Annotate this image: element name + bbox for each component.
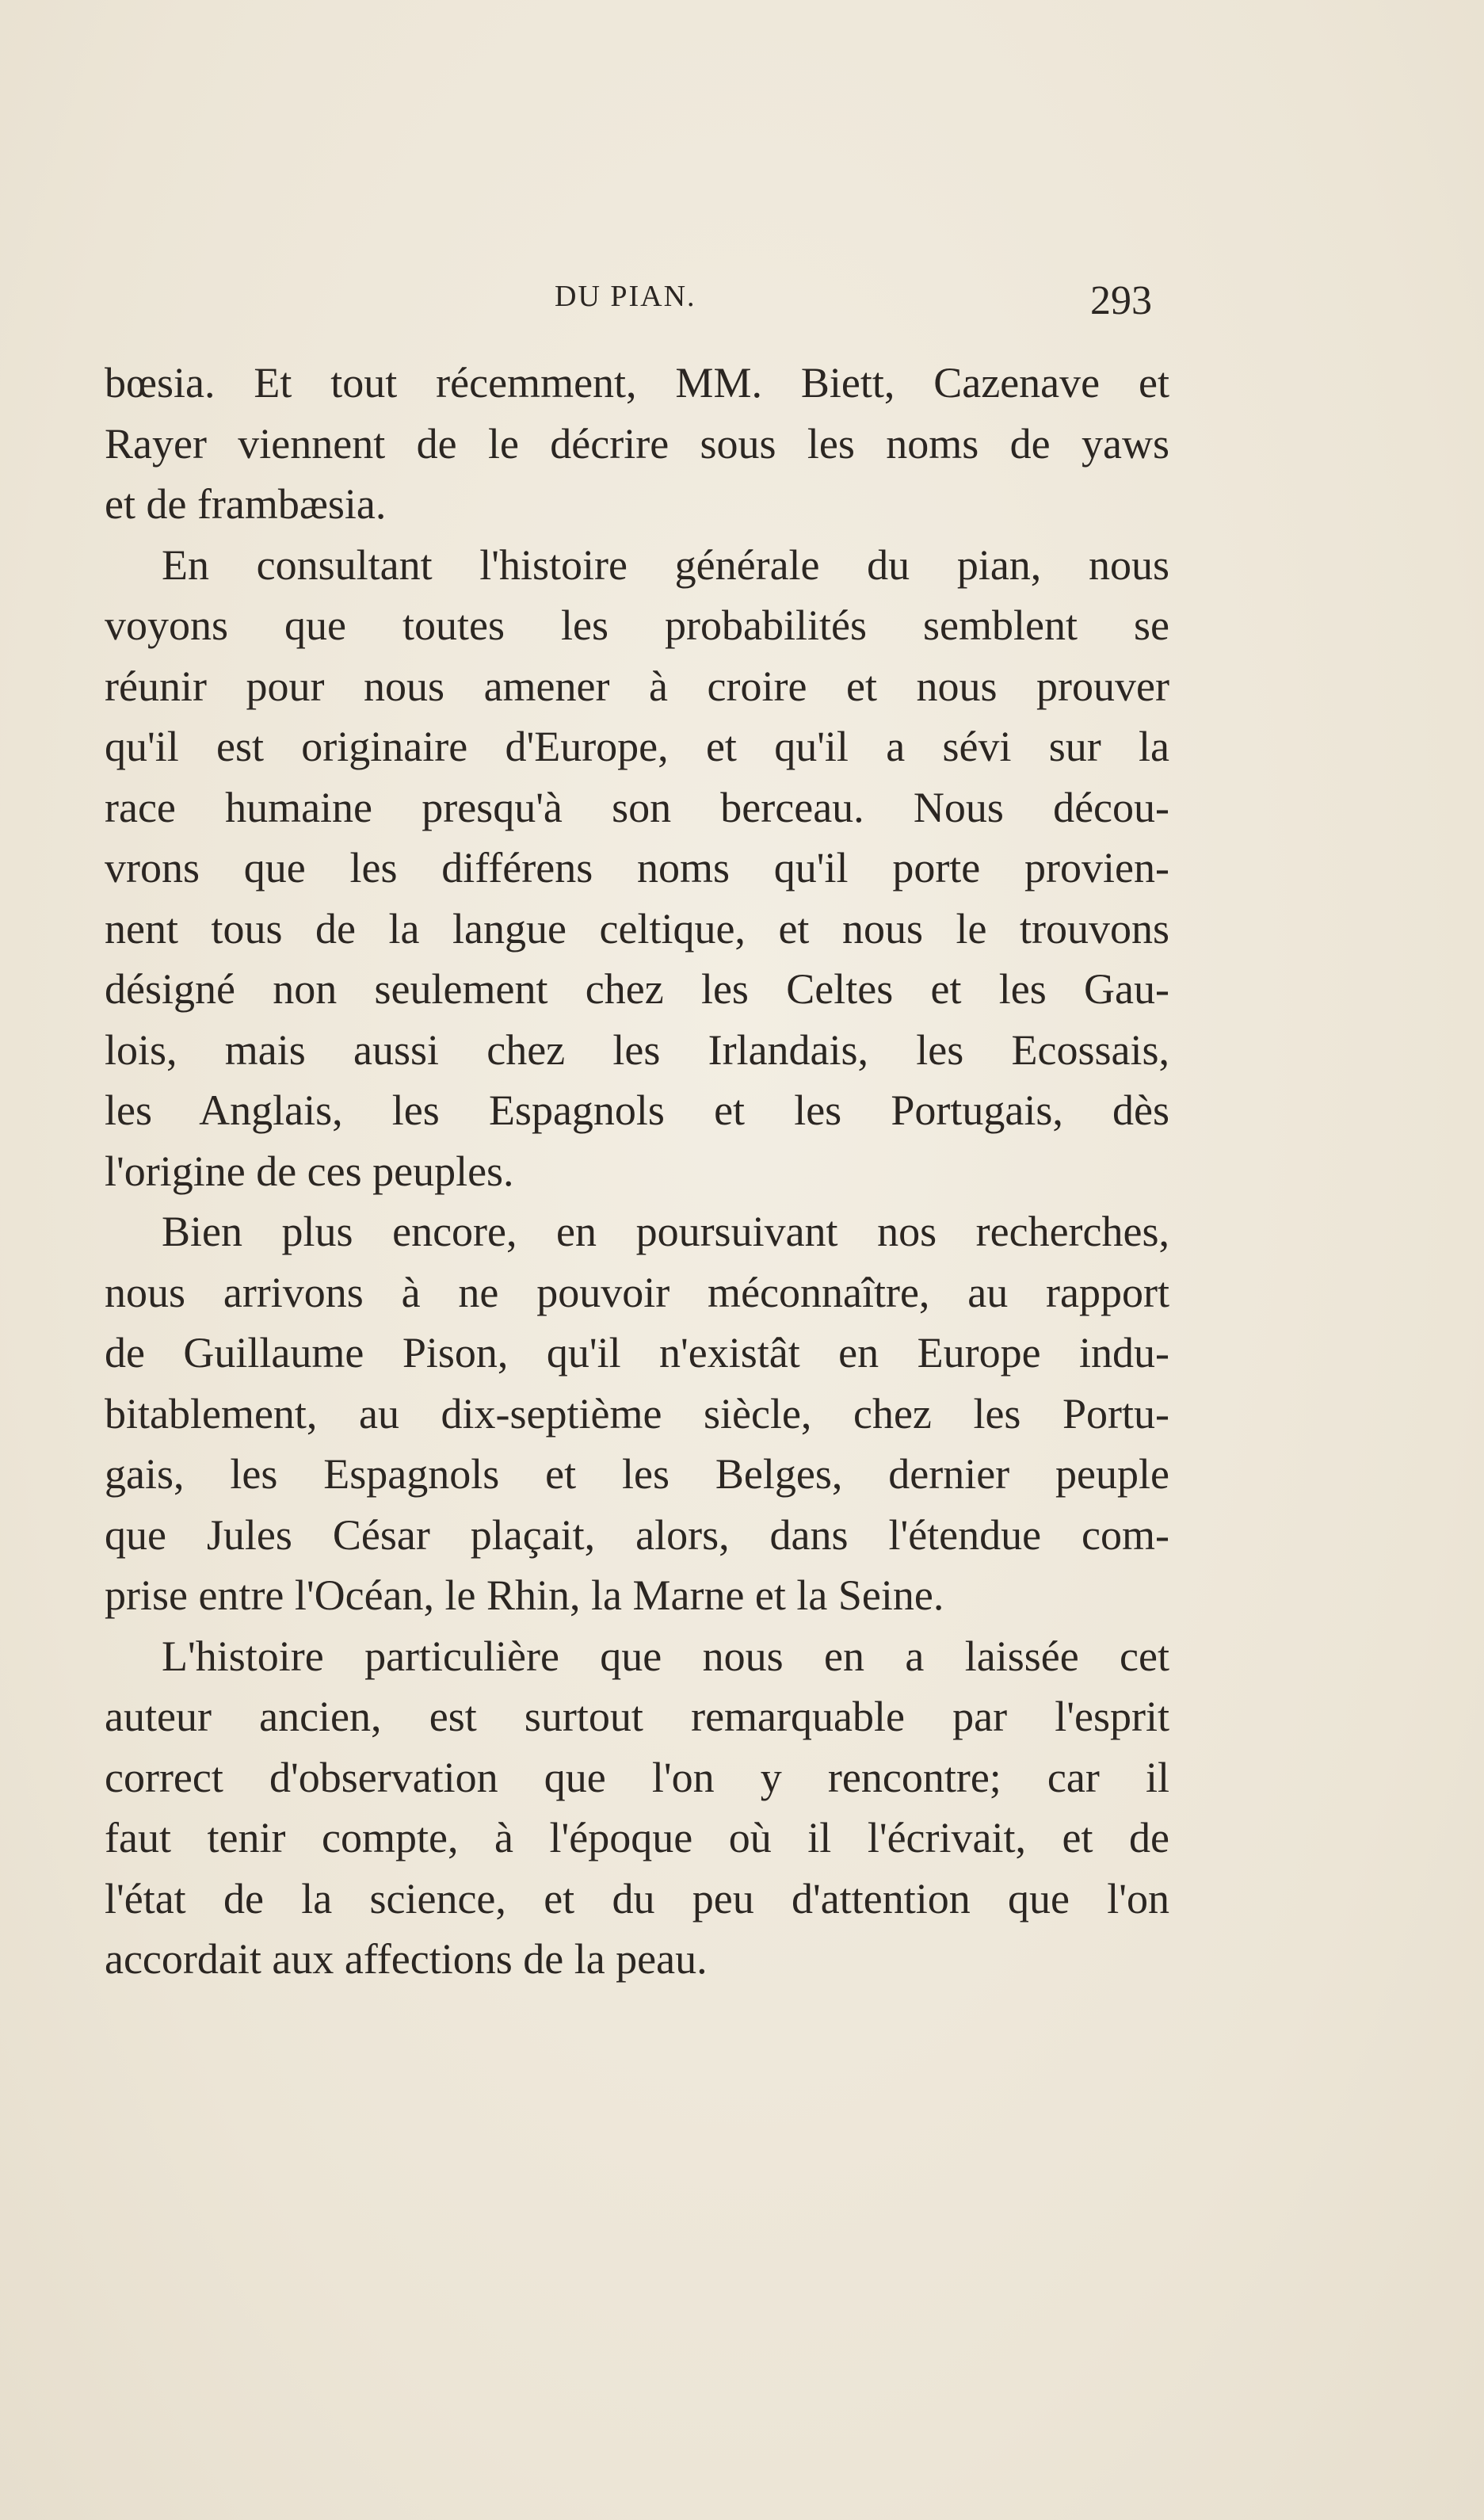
text-line: qu'il est originaire d'Europe, et qu'il a sévi sur la bbox=[105, 723, 1169, 770]
text-line: accordait aux affections de la peau. bbox=[105, 1935, 708, 1983]
text-line: l'état de la science, et du peu d'attention que l'on bbox=[105, 1874, 1169, 1922]
text-line: Rayer viennent de le décrire sous les noms de yaws bbox=[105, 419, 1169, 468]
text-line: En consultant l'histoire générale du pian, nous bbox=[162, 540, 1169, 589]
text-line: gais, les Espagnols et les Belges, dernier peuple bbox=[105, 1450, 1169, 1498]
text-line: nous arrivons à ne pouvoir méconnaître, au rapport bbox=[105, 1268, 1169, 1316]
text-line: voyons que toutes les probabilités semblent se bbox=[105, 601, 1169, 649]
text-line: vrons que les différens noms qu'il porte provien- bbox=[105, 844, 1169, 892]
text-line: désigné non seulement chez les Celtes et les Gau- bbox=[105, 965, 1169, 1013]
text-line: correct d'observation que l'on y rencontre; car il bbox=[105, 1753, 1169, 1801]
text-line: prise entre l'Océan, le Rhin, la Marne et la Seine. bbox=[105, 1571, 944, 1619]
running-title: DU PIAN. bbox=[555, 280, 696, 313]
text-line: bitablement, au dix-septième siècle, chez les Portu- bbox=[105, 1389, 1169, 1438]
text-line: Bien plus encore, en poursuivant nos recherches, bbox=[162, 1208, 1169, 1255]
text-line: réunir pour nous amener à croire et nous prouver bbox=[105, 662, 1169, 710]
page-number: 293 bbox=[1090, 278, 1152, 323]
text-line: race humaine presqu'à son berceau. Nous décou- bbox=[105, 783, 1169, 831]
text-line: bœsia. Et tout récemment, MM. Biett, Cazenave et bbox=[105, 359, 1169, 407]
text-line: que Jules César plaçait, alors, dans l'étendue com- bbox=[105, 1510, 1169, 1559]
text-line: L'histoire particulière que nous en a laissée cet bbox=[162, 1632, 1169, 1680]
text-line: les Anglais, les Espagnols et les Portugais, dès bbox=[105, 1086, 1169, 1134]
text-line: lois, mais aussi chez les Irlandais, les Ecossais, bbox=[105, 1025, 1169, 1074]
text-line: faut tenir compte, à l'époque où il l'écrivait, et de bbox=[105, 1814, 1169, 1861]
text-line: nent tous de la langue celtique, et nous le trouvons bbox=[105, 904, 1169, 953]
text-line: de Guillaume Pison, qu'il n'existât en Europe indu- bbox=[105, 1329, 1169, 1376]
body-text bbox=[105, 353, 1169, 1990]
text-line: et de frambæsia. bbox=[105, 480, 387, 528]
text-line: auteur ancien, est surtout remarquable par l'esprit bbox=[105, 1693, 1169, 1740]
text-line: l'origine de ces peuples. bbox=[105, 1147, 514, 1195]
